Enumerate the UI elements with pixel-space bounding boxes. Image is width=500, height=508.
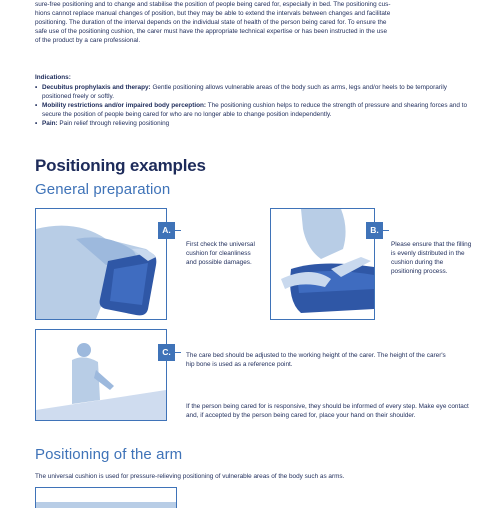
intro-line: hions cannot replace manual changes of position, but they may be able to extend the intervals between changes and facilitate — [35, 10, 391, 17]
responsive-note: If the person being cared for is responsive, they should be informed of every step. Make eye contact and, if accepted by the person being cared for, place your hand on their shoulder. — [186, 403, 469, 419]
indications-list — [35, 83, 475, 128]
indication-term: Decubitus prophylaxis and therapy: — [42, 84, 151, 91]
step-badge-b: B. — [366, 222, 383, 239]
illustration-c — [35, 329, 167, 421]
subsection-arm-title: Positioning of the arm — [35, 446, 183, 463]
carer-holding-cushion-illustration — [36, 209, 166, 319]
arm-description: The universal cushion is used for pressure-relieving positioning of vulnerable areas of the body such as arms. — [35, 473, 345, 480]
intro-line: safe use of the positioning cushion, the carer must have the appropriate technical expertise or has been instructed in the use — [35, 28, 388, 35]
step-a-caption: First check the universal cushion for cleanliness and possible damages. — [186, 241, 255, 266]
indication-item — [35, 119, 475, 128]
indication-text: Gentle positioning allows vulnerable areas of the body such as arms, legs and/or heels to be temporarily positioned freely or softly. — [42, 84, 447, 100]
indication-text: Pain relief through relieving positioning — [57, 120, 170, 127]
indication-item — [35, 83, 475, 101]
indications-block — [35, 73, 475, 128]
indication-term: Pain: — [42, 120, 58, 127]
step-c-caption: The care bed should be adjusted to the working height of the carer. The height of the carer's hip bone is used as a reference point. — [186, 352, 446, 368]
illustration-arm-bed — [36, 502, 176, 508]
step-badge-c: C. — [158, 344, 175, 361]
indication-term: Mobility restrictions and/or impaired body perception: — [42, 102, 207, 109]
intro-line: sure-free positioning and to change and stabilise the position of people being cared for, especially in bed. The positioning cus- — [35, 1, 391, 8]
illustration-arm-partial — [35, 487, 177, 508]
step-b-caption: Please ensure that the filling is evenly distributed in the cushion during the positioning process. — [391, 241, 472, 275]
intro-line: positioning. The duration of the interval depends on the individual state of health of the person being cared for. To ensure the — [35, 19, 387, 26]
illustration-a — [35, 208, 167, 320]
intro-line: of the product by a care professional. — [35, 37, 141, 44]
intro-paragraph — [35, 0, 475, 45]
section-title: Positioning examples — [35, 156, 206, 175]
indication-text: The positioning cushion helps to reduce the strength of pressure and shearing forces and to secure the position of people being cared for who are no longer able to change position independently. — [42, 102, 468, 118]
illustration-b — [270, 208, 375, 320]
indications-heading: Indications: — [35, 74, 71, 81]
indication-item — [35, 101, 475, 119]
hands-spreading-cushion-illustration — [271, 209, 374, 319]
step-badge-a: A. — [158, 222, 175, 239]
carer-at-bed-illustration — [36, 330, 166, 420]
subsection-general-title: General preparation — [35, 181, 171, 198]
